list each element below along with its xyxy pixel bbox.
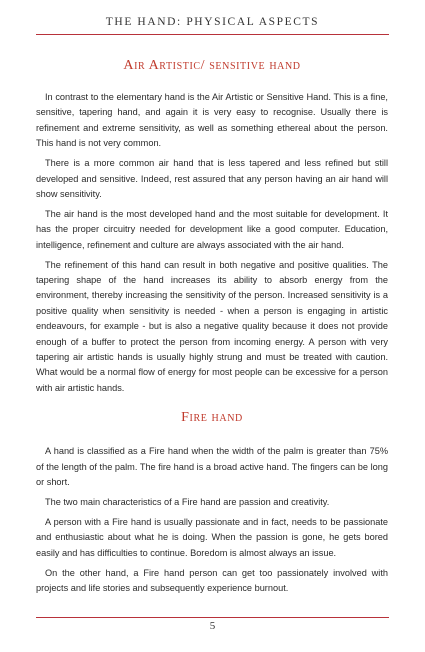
paragraph: In contrast to the elementary hand is the Air Artistic or Sensitive Hand. This is a fine, sensitive, tapering hand, and again it is very easy to recognise. Usually there is refinement and extreme sensitivity, as well as something ethereal about the person. This hand is not very common. [36,92,388,149]
footer-rule [36,617,389,618]
section-heading-air-hand: Air Artistic/ sensitive hand [123,58,301,73]
paragraph: There is a more common air hand that is less tapered and less refined but still developed and sensitive. Indeed, rest assured that any person having an air hand will show sensitivity. [36,158,388,199]
paragraph: The two main characteristics of a Fire hand are passion and creativity. [45,496,330,507]
header-rule [36,34,389,35]
running-head: THE HAND: PHYSICAL ASPECTS [105,16,320,28]
paragraph: A hand is classified as a Fire hand when the width of the palm is greater than 75% of the length of the palm. The fire hand is a broad active hand. The fingers can be long or short. [36,446,388,488]
section-heading-fire-hand: Fire hand [181,410,243,426]
paragraph: The air hand is the most developed hand and the most suitable for development. It has the proper circuitry needed for development like a good computer. Education, intelligence, refinement and culture are always associated with the air hand. [36,208,388,250]
paragraph: The refinement of this hand can result in both negative and positive qualities. The tapering shape of the hand increases its ability to absorb energy from the environment, thereby increasing the sensitivity of the person. Increased sensitivity is a positive quality when sensitivity is needed - when a person is engaging in artistic endeavours, for example - but is also a negative quality because it does not provide enough of a buffer to protect the person from incoming energy. A person with very tapering air artistic hands is usually highly strung and must be treated with caution. What would be a normal flow of energy for most people can be excessive for a person with air artistic hands. [36,259,388,393]
paragraph: A person with a Fire hand is usually passionate and in fact, needs to be passionate and enthusiastic about what he is doing. When the passion is gone, he gets bored easily and has difficulties to continue. Boredom is almost always an issue. [36,516,388,558]
page-content [36,58,388,601]
paragraph: On the other hand, a Fire hand person can get too passionately involved with projects and life stories and subsequently experience burnout. [36,567,388,593]
page-number: 5 [209,620,216,632]
